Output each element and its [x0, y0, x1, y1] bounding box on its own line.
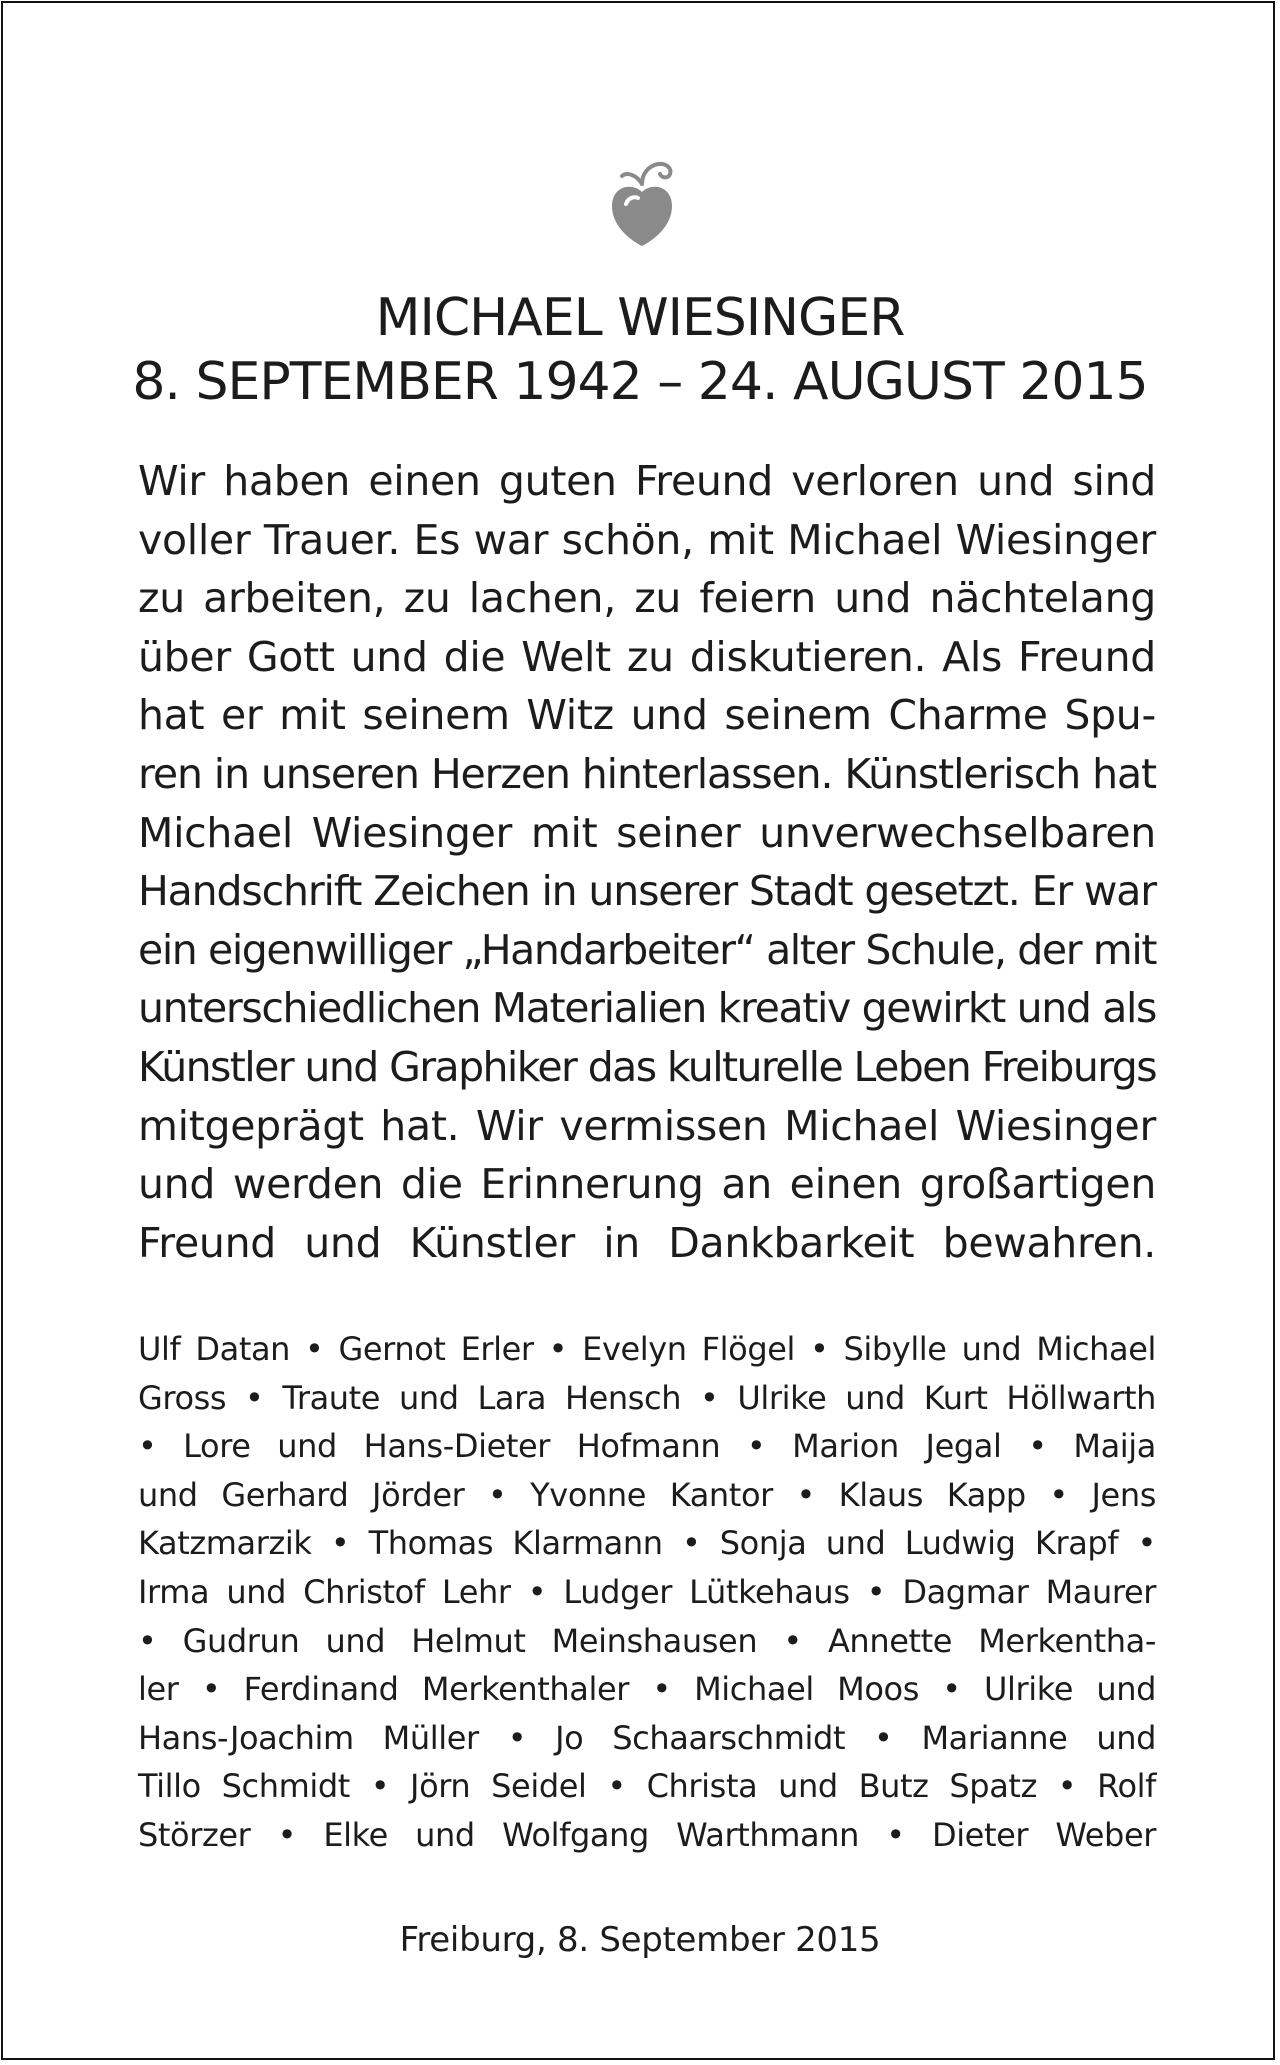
signatories-list — [138, 1325, 1156, 1860]
signatory-line: Katzmarzik • Thomas Klarmann • Sonja und Ludwig Krapf • — [138, 1524, 1156, 1563]
tribute-line: Handschrift Zeichen in unserer Stadt gesetzt. Er war — [138, 867, 1156, 916]
tribute-line: Künstler und Graphiker das kulturelle Leben Freiburgs — [138, 1042, 1156, 1091]
tribute-line: Wir haben einen guten Freund verloren und sind — [138, 457, 1156, 505]
tribute-text — [138, 452, 1156, 1272]
tribute-line: und werden die Erinnerung an einen großartigen — [138, 1160, 1156, 1209]
deceased-name: MICHAEL WIESINGER — [375, 288, 905, 348]
tribute-line: unterschiedlichen Materialien kreativ gewirkt und als — [138, 984, 1156, 1033]
tribute-line: zu arbeiten, zu lachen, zu feiern und nächtelang — [138, 574, 1156, 623]
signatory-line: Ulf Datan • Gernot Erler • Evelyn Flögel • Sibylle und Michael — [138, 1330, 1156, 1368]
signatory-line: und Gerhard Jörder • Yvonne Kantor • Klaus Kapp • Jens — [138, 1475, 1156, 1514]
tribute-line: ren in unseren Herzen hinterlassen. Künstlerisch hat — [138, 749, 1156, 798]
apple-heart-icon — [602, 160, 682, 250]
tribute-line: Freund und Künstler in Dankbarkeit bewahren. — [138, 1218, 1156, 1267]
tribute-line: ein eigenwilliger „Handarbeiter“ alter Schule, der mit — [138, 925, 1156, 974]
signatory-line: • Lore und Hans-Dieter Hofmann • Marion Jegal • Maija — [138, 1427, 1156, 1466]
tribute-line: über Gott und die Welt zu diskutieren. Als Freund — [138, 632, 1156, 681]
place-date-footer: Freiburg, 8. September 2015 — [399, 1920, 881, 1960]
signatory-line: Störzer • Elke und Wolfgang Warthmann • Dieter Weber — [138, 1815, 1156, 1854]
tribute-line: Michael Wiesinger mit seiner unverwechselbaren — [138, 808, 1156, 857]
signatory-line: Hans-Joachim Müller • Jo Schaarschmidt • Marianne und — [138, 1718, 1156, 1757]
signatory-line: ler • Ferdinand Merkenthaler • Michael Moos • Ulrike und — [138, 1670, 1156, 1709]
signatory-line: Tillo Schmidt • Jörn Seidel • Christa und Butz Spatz • Rolf — [138, 1767, 1156, 1806]
signatory-line: • Gudrun und Helmut Meinshausen • Annette Merkentha- — [138, 1621, 1156, 1660]
tribute-line: mitgeprägt hat. Wir vermissen Michael Wiesinger — [138, 1101, 1156, 1150]
signatory-line: Irma und Christof Lehr • Ludger Lütkehaus • Dagmar Maurer — [138, 1572, 1156, 1611]
tribute-line: voller Trauer. Es war schön, mit Michael Wiesinger — [138, 515, 1156, 564]
tribute-line: hat er mit seinem Witz und seinem Charme Spu- — [138, 691, 1156, 740]
life-dates: 8. SEPTEMBER 1942 – 24. AUGUST 2015 — [132, 352, 1148, 412]
signatory-line: Gross • Traute und Lara Hensch • Ulrike und Kurt Höllwarth — [138, 1378, 1156, 1417]
